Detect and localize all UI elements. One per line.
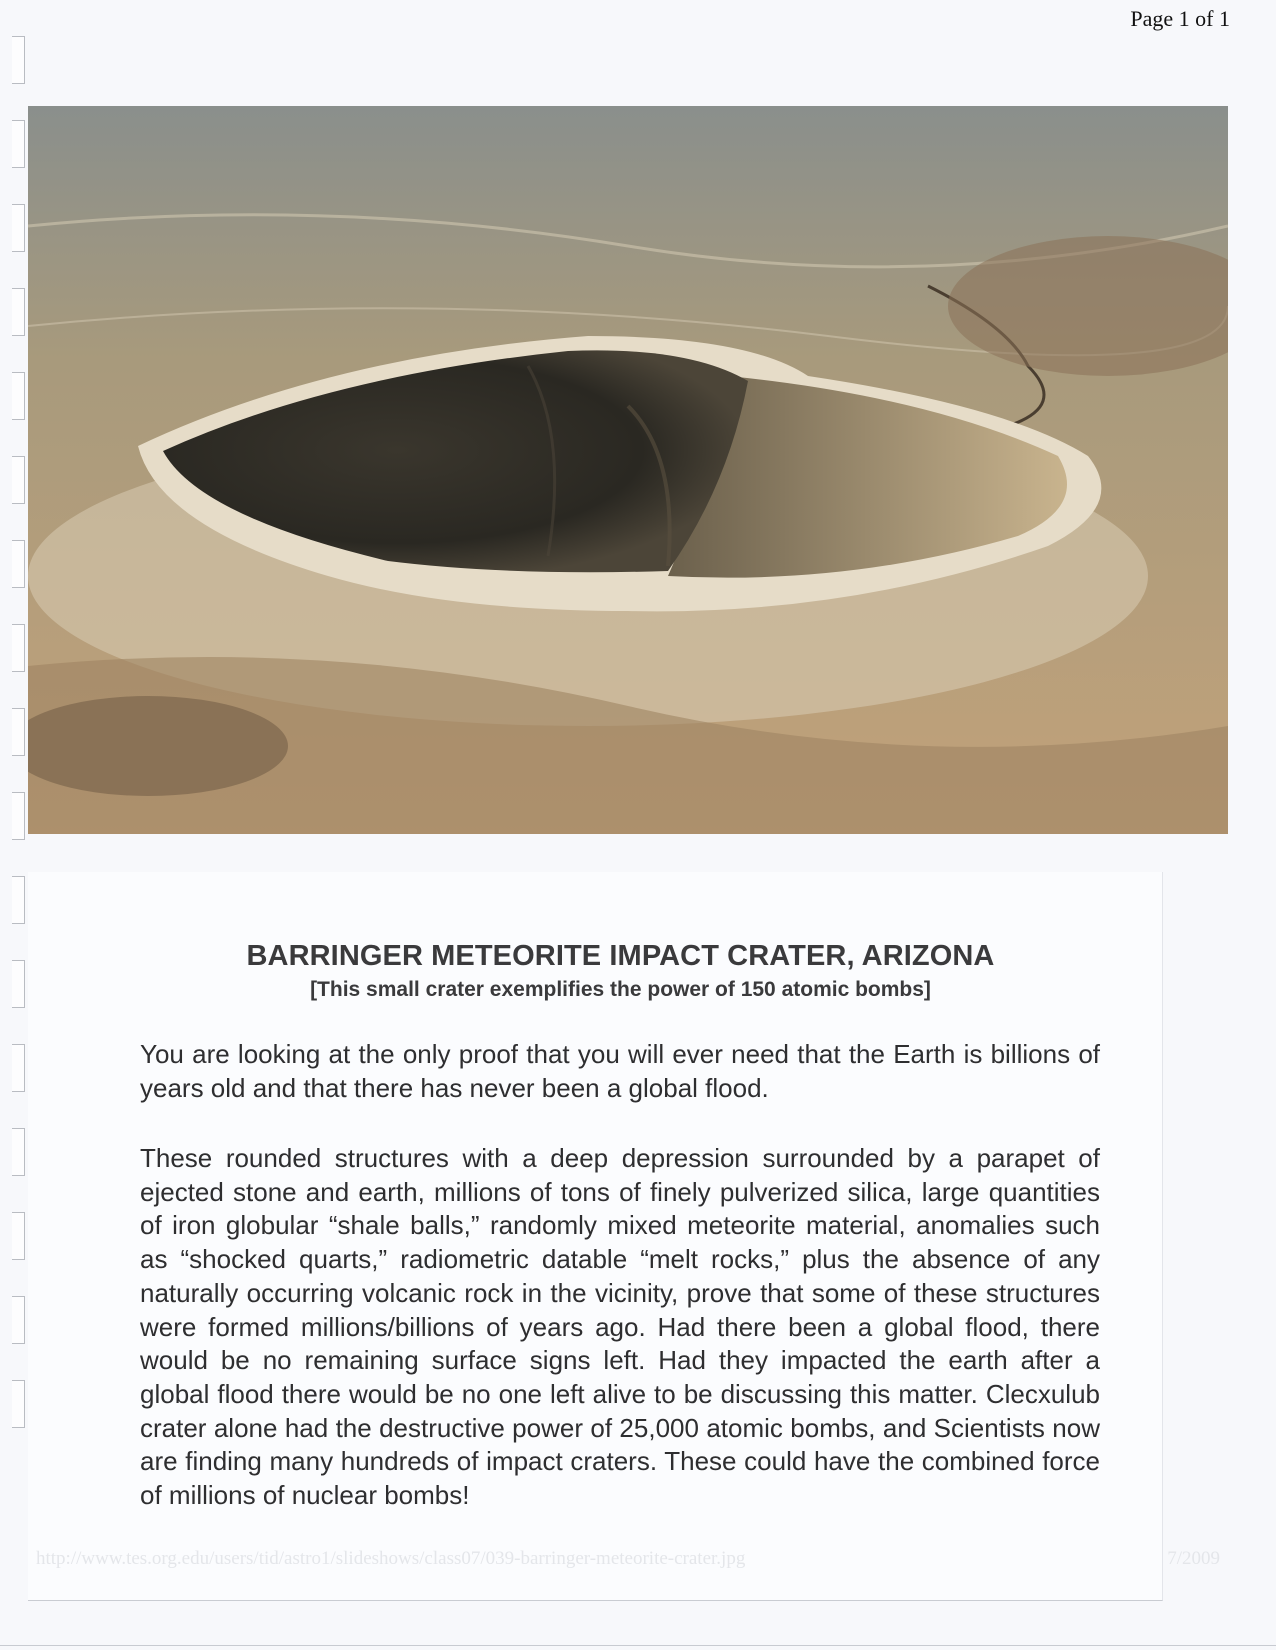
article-title: BARRINGER METEORITE IMPACT CRATER, ARIZONA — [246, 940, 995, 972]
binding-hole — [12, 1212, 25, 1260]
binding-hole — [12, 540, 25, 588]
article-subtitle: [This small crater exemplifies the power of 150 atomic bombs] — [310, 978, 931, 1001]
binding-hole — [12, 708, 25, 756]
page-number-label: Page 1 of 1 — [1130, 6, 1230, 31]
binding-hole — [12, 36, 25, 84]
print-date-text: 7/2009 — [1167, 1548, 1220, 1569]
binding-hole — [12, 960, 25, 1008]
binding-hole — [12, 456, 25, 504]
article-paragraph: You are looking at the only proof that you will ever need that the Earth is billions of years old and that there has never been a global flood. — [140, 1039, 1100, 1103]
faded-source-footer — [30, 1522, 1230, 1592]
binding-hole — [12, 1044, 25, 1092]
article-card — [28, 872, 1163, 1601]
crater-illustration — [28, 106, 1228, 834]
binding-hole — [12, 1296, 25, 1344]
article-paragraph: These rounded structures with a deep depression surrounded by a parapet of ejected stone and earth, millions of tons of finely pulverized silica, large quantities of iron globular “shale balls,” randomly mixed meteorite material, anomalies such as “shocked quarts,” radiometric datable “melt rocks,” plus the absence of any naturally occurring volcanic rock in the vicinity, prove that some of these structures were formed millions/billions of years ago. Had there been a global flood, there would be no remaining surface signs left. Had they impacted the earth after a global flood there would be no one left alive to be discussing this matter. Clecxulub crater alone had the destructive power of 25,000 atomic bombs, and Scientists now are finding many hundreds of impact craters. These could have the combined force of millions of nuclear bombs! — [140, 1143, 1100, 1511]
binding-hole — [12, 792, 25, 840]
binding-hole — [12, 876, 25, 924]
binding-hole — [12, 624, 25, 672]
crater-photo — [28, 106, 1228, 834]
binding-hole — [12, 288, 25, 336]
binding-hole — [12, 204, 25, 252]
binding-hole — [12, 1380, 25, 1428]
binding-hole — [12, 120, 25, 168]
source-url-text: http://www.tes.org.edu/users/tid/astro1/slideshows/class07/039-barringer-meteorite-crater.jpg — [36, 1548, 746, 1569]
binding-hole — [12, 1128, 25, 1176]
binding-hole — [12, 372, 25, 420]
page-edge — [0, 1645, 1276, 1646]
